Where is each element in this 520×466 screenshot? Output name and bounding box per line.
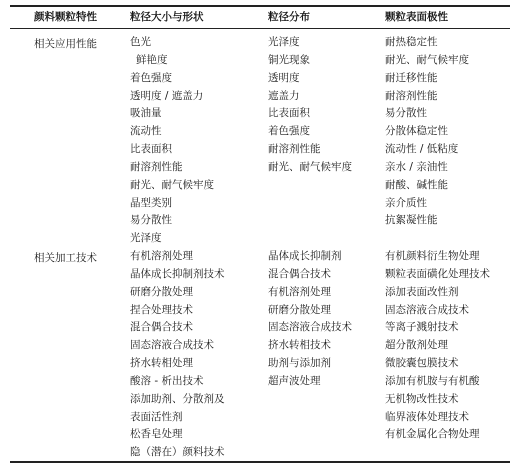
list-item: 研磨分散处理 bbox=[268, 303, 331, 316]
header-particle-property: 颜料颗粒特性 bbox=[34, 11, 97, 23]
list-item: 分散体稳定性 bbox=[385, 125, 448, 138]
list-item: 挤水转相处理 bbox=[130, 357, 193, 370]
list-item: 固态溶液合成技术 bbox=[385, 303, 469, 316]
list-item: 固态溶液合成技术 bbox=[268, 321, 352, 334]
list-item: 耐溶剂性能 bbox=[130, 160, 183, 173]
list-item: 遮盖力 bbox=[268, 89, 300, 102]
bottom-rule bbox=[10, 461, 510, 463]
list-item: 透明度 / 遮盖力 bbox=[130, 89, 204, 102]
list-item: 比表面积 bbox=[130, 143, 172, 156]
list-item: 酸溶 - 析出技术 bbox=[130, 374, 204, 387]
list-item: 流动性 / 低粘度 bbox=[385, 143, 459, 156]
list-item: 无机物改性技术 bbox=[385, 392, 459, 405]
list-item: 挤水转相技术 bbox=[268, 339, 331, 352]
s1-col-size-shape bbox=[130, 34, 214, 248]
list-item: 耐迁移性能 bbox=[385, 71, 438, 84]
list-item: 等离子溅射技术 bbox=[385, 321, 459, 334]
list-item: 易分散性 bbox=[385, 107, 427, 120]
list-item: 助剂与添加剂 bbox=[268, 357, 331, 370]
list-item: 抗絮凝性能 bbox=[385, 214, 438, 227]
list-item: 松香皂处理 bbox=[130, 428, 183, 441]
list-item: 添加助剂、分散剂及 bbox=[130, 392, 225, 405]
list-item: 混合偶合技术 bbox=[268, 267, 331, 280]
s1-col-size-distribution bbox=[268, 34, 352, 177]
list-item: 表面活性剂 bbox=[130, 410, 183, 423]
category-application-performance: 相关应用性能 bbox=[34, 38, 97, 50]
list-item: 耐热稳定性 bbox=[385, 36, 438, 48]
list-item: 有机溶剂处理 bbox=[268, 285, 331, 298]
top-rule bbox=[10, 5, 510, 7]
s2-col-size-shape bbox=[130, 248, 225, 462]
list-item: 着色强度 bbox=[130, 71, 172, 84]
list-item: 耐光、耐气候牢度 bbox=[130, 178, 214, 191]
category-processing-technology: 相关加工技术 bbox=[34, 252, 97, 264]
s2-col-surface-polarity bbox=[385, 248, 490, 444]
s2-col-size-distribution bbox=[268, 248, 352, 391]
list-item: 有机金属化合物处理 bbox=[385, 428, 480, 441]
list-item: 超声波处理 bbox=[268, 374, 321, 387]
header-rule bbox=[10, 28, 510, 29]
list-item: 光泽度 bbox=[130, 232, 162, 245]
list-item: 研磨分散处理 bbox=[130, 285, 193, 298]
list-item: 颗粒表面磺化处理技术 bbox=[385, 267, 490, 280]
list-item: 鲜艳度 bbox=[136, 53, 168, 66]
list-item: 亲介质性 bbox=[385, 196, 427, 209]
list-item: 耐光、耐气候牢度 bbox=[385, 53, 469, 66]
list-item: 添加有机胺与有机酸 bbox=[385, 374, 480, 387]
list-item: 隐（潜在）颜料技术 bbox=[130, 446, 225, 459]
list-item: 添加表面改性剂 bbox=[385, 285, 459, 298]
header-size-shape: 粒径大小与形状 bbox=[130, 11, 204, 23]
list-item: 易分散性 bbox=[130, 214, 172, 227]
list-item: 微胶囊包膜技术 bbox=[385, 357, 459, 370]
list-item: 晶型类别 bbox=[130, 196, 172, 209]
list-item: 捏合处理技术 bbox=[130, 303, 193, 316]
list-item: 流动性 bbox=[130, 125, 162, 138]
list-item: 耐溶剂性能 bbox=[268, 143, 321, 156]
list-item: 透明度 bbox=[268, 71, 300, 84]
list-item: 着色强度 bbox=[268, 125, 310, 138]
list-item: 比表面积 bbox=[268, 107, 310, 120]
header-surface-polarity: 颗粒表面极性 bbox=[385, 11, 448, 23]
list-item: 混合偶合技术 bbox=[130, 321, 193, 334]
list-item: 晶体成长抑制剂 bbox=[268, 250, 342, 262]
list-item: 有机颜料衍生物处理 bbox=[385, 250, 480, 262]
list-item: 耐酸、碱性能 bbox=[385, 178, 448, 191]
header-size-distribution: 粒径分布 bbox=[268, 11, 310, 23]
list-item: 临界液体处理技术 bbox=[385, 410, 469, 423]
list-item: 耐光、耐气候牢度 bbox=[268, 160, 352, 173]
list-item: 晶体成长抑制剂技术 bbox=[130, 267, 225, 280]
list-item: 有机溶剂处理 bbox=[130, 250, 193, 262]
list-item: 吸油量 bbox=[130, 107, 162, 120]
s1-col-surface-polarity bbox=[385, 34, 469, 230]
list-item: 亲水 / 亲油性 bbox=[385, 160, 448, 173]
list-item: 光泽度 bbox=[268, 36, 300, 48]
list-item: 色光 bbox=[130, 36, 151, 48]
list-item: 铜光现象 bbox=[268, 53, 310, 66]
list-item: 固态溶液合成技术 bbox=[130, 339, 214, 352]
list-item: 超分散剂处理 bbox=[385, 339, 448, 352]
list-item: 耐溶剂性能 bbox=[385, 89, 438, 102]
